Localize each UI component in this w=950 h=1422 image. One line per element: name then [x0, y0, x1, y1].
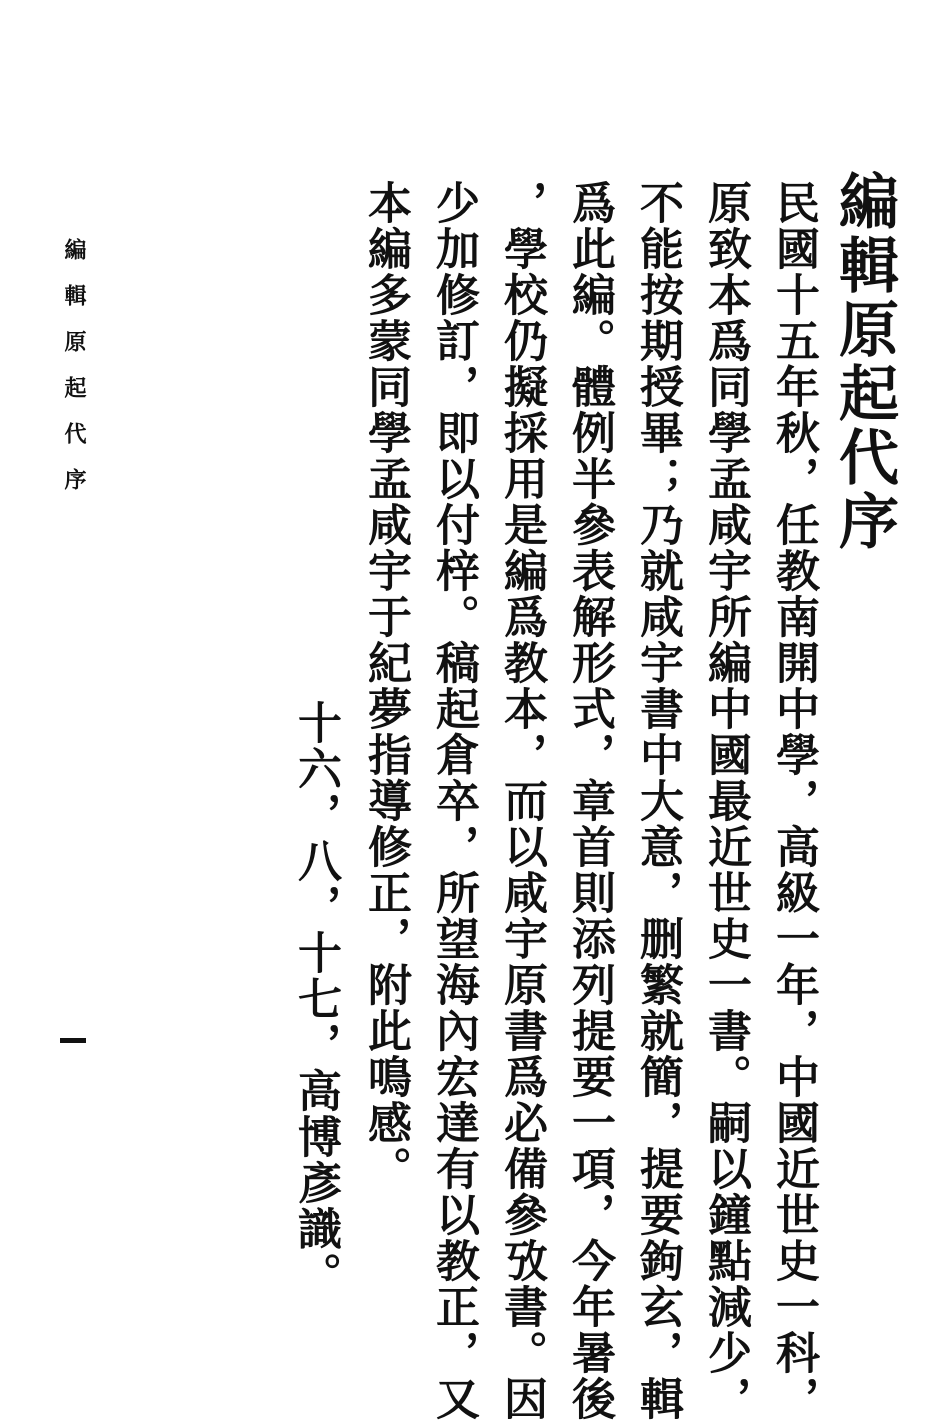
body-line-3: 不能按期授畢；乃就咸宇書中大意，删繁就簡，提要鉤玄，輯	[632, 180, 683, 1422]
body-line-2: 原致本爲同學孟咸宇所編中國最近世史一書。嗣以鐘點減少，	[700, 180, 751, 1422]
body-line-1: 民國十五年秋，任教南開中學，高級一年，中國近世史一科，	[768, 180, 819, 1422]
page-number	[60, 1038, 86, 1043]
body-line-4: 爲此編。體例半參表解形式，章首則添列提要一項，今年暑後	[564, 180, 615, 1422]
page-title: 編輯原起代序	[829, 170, 899, 554]
body-line-5: ，學校仍擬採用是編爲教本，而以咸宇原書爲必備參攷書。因	[496, 180, 547, 1422]
body-line-7: 本編多蒙同學孟咸宇于紀夢指導修正，附此鳴感。	[360, 180, 411, 1192]
signature: 十六，八，十七，高博彥識。	[290, 700, 341, 1298]
running-title: 編輯原起代序	[61, 238, 87, 514]
body-line-6: 少加修訂，即以付梓。稿起倉卒，所望海內宏達有以教正，又	[428, 180, 479, 1422]
